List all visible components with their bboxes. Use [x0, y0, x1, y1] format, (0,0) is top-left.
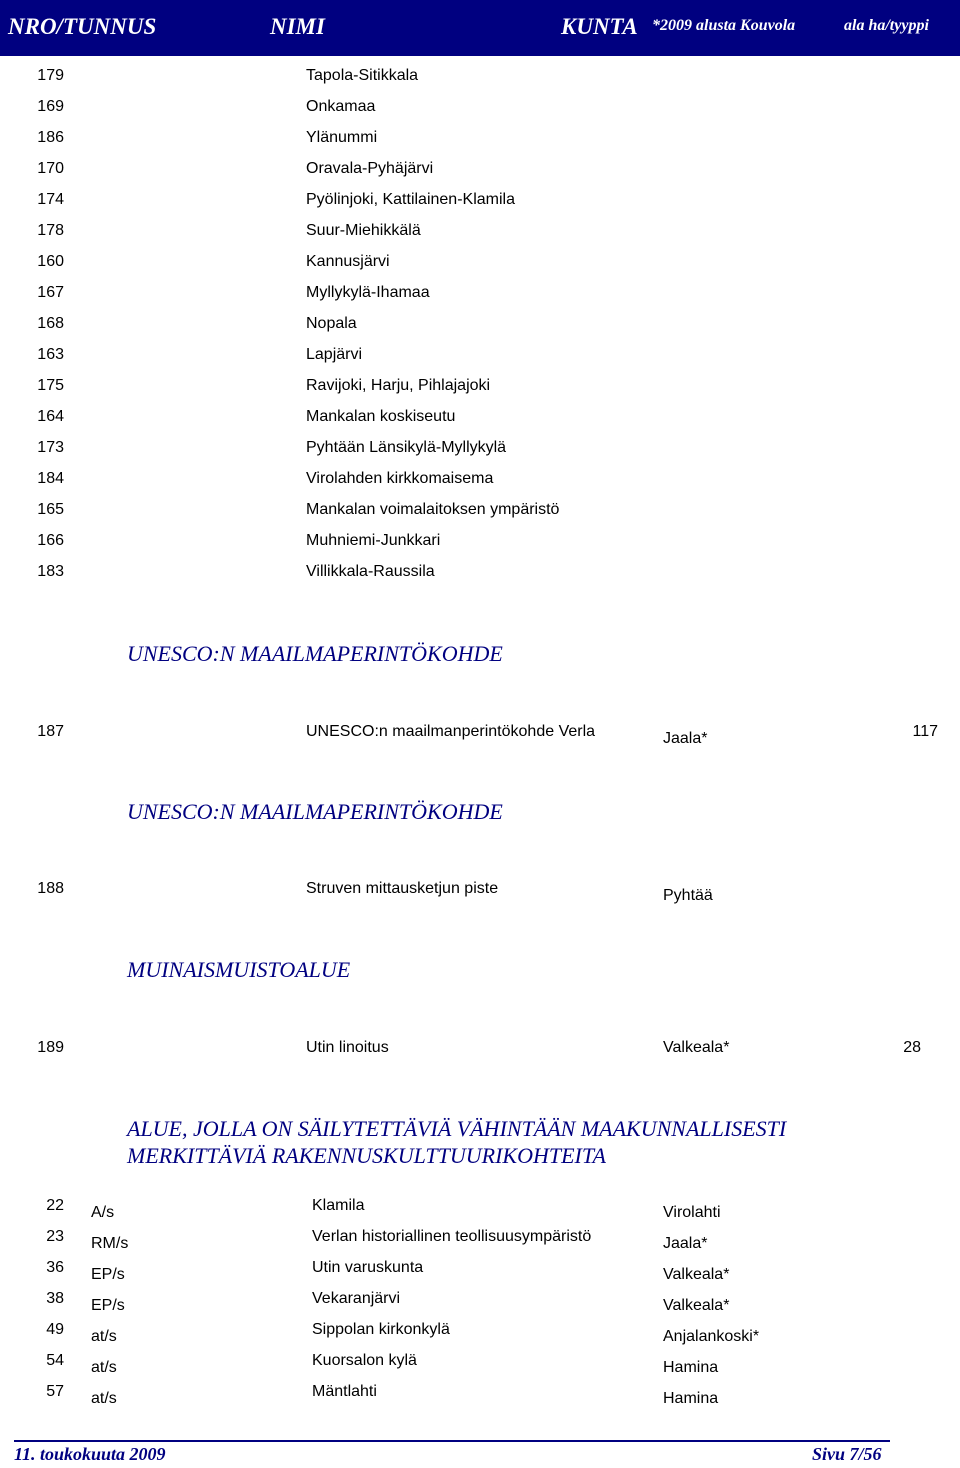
list-item — [0, 160, 960, 184]
item-nimi: Verlan historiallinen teollisuusympäristö — [312, 1228, 592, 1245]
item-nimi: UNESCO:n maailmanperintökohde Verla — [306, 723, 596, 740]
table-row — [0, 1383, 960, 1407]
item-nimi: Mankalan koskiseutu — [306, 408, 456, 425]
item-tyyppi: EP/s — [91, 1297, 125, 1314]
table-row — [0, 880, 960, 904]
list-item — [0, 470, 960, 494]
item-nro: 38 — [46, 1290, 64, 1307]
item-nro: 179 — [37, 67, 64, 84]
list-item — [0, 563, 960, 587]
item-nro: 170 — [37, 160, 64, 177]
item-nro: 184 — [37, 470, 64, 487]
item-nimi: Kannusjärvi — [306, 253, 390, 270]
table-row — [0, 1321, 960, 1345]
list-item — [0, 253, 960, 277]
item-ala: 28 — [903, 1039, 921, 1056]
item-nimi: Myllykylä-Ihamaa — [306, 284, 430, 301]
item-tyyppi: at/s — [91, 1328, 117, 1345]
item-nimi: Oravala-Pyhäjärvi — [306, 160, 434, 177]
item-nro: 168 — [37, 315, 64, 332]
item-nro: 187 — [37, 723, 64, 740]
header-kunta: KUNTA — [561, 14, 638, 39]
list-item — [0, 67, 960, 91]
list-item — [0, 408, 960, 432]
footer-page-number: Sivu 7/56 — [812, 1444, 882, 1464]
list-item — [0, 315, 960, 339]
item-nro: 173 — [37, 439, 64, 456]
list-item — [0, 501, 960, 525]
header-nimi: NIMI — [270, 14, 325, 39]
section-title-muinaismuistoalue: MUINAISMUISTOALUE — [127, 957, 351, 982]
item-nimi: Muhniemi-Junkkari — [306, 532, 441, 549]
item-kunta: Hamina — [663, 1390, 719, 1407]
table-row — [0, 1259, 960, 1283]
item-nimi: Klamila — [312, 1197, 365, 1214]
item-kunta: Valkeala* — [663, 1039, 730, 1056]
item-nimi: Sippolan kirkonkylä — [312, 1321, 450, 1338]
item-nro: 186 — [37, 129, 64, 146]
item-kunta: Valkeala* — [663, 1266, 730, 1283]
item-nro: 169 — [37, 98, 64, 115]
item-nimi: Tapola-Sitikkala — [306, 67, 419, 84]
item-nimi: Lapjärvi — [306, 346, 363, 363]
item-tyyppi: RM/s — [91, 1235, 129, 1252]
item-nimi: Mankalan voimalaitoksen ympäristö — [306, 501, 560, 518]
item-nro: 188 — [37, 880, 64, 897]
item-nro: 160 — [37, 253, 64, 270]
item-tyyppi: EP/s — [91, 1266, 125, 1283]
item-tyyppi: at/s — [91, 1390, 117, 1407]
item-nro: 183 — [37, 563, 64, 580]
item-nro: 164 — [37, 408, 64, 425]
item-nro: 166 — [37, 532, 64, 549]
item-nimi: Mäntlahti — [312, 1383, 377, 1400]
list-item — [0, 129, 960, 153]
footer-date: 11. toukokuuta 2009 — [14, 1444, 166, 1464]
table-row — [0, 1352, 960, 1376]
item-tyyppi: A/s — [91, 1204, 115, 1221]
header-kouvola-note: *2009 alusta Kouvola — [652, 17, 796, 34]
item-nimi: Onkamaa — [306, 98, 376, 115]
item-kunta: Pyhtää — [663, 887, 713, 904]
table-row — [0, 723, 960, 747]
list-item — [0, 222, 960, 246]
list-item — [0, 532, 960, 556]
item-nro: 178 — [37, 222, 64, 239]
item-nimi: Ravijoki, Harju, Pihlajajoki — [306, 377, 491, 394]
item-nro: 36 — [46, 1259, 64, 1276]
item-nimi: Pyhtään Länsikylä-Myllykylä — [306, 439, 507, 456]
section-title-unesco-1: UNESCO:N MAAILMAPERINTÖKOHDE — [127, 641, 503, 666]
item-nimi: Suur-Miehikkälä — [306, 222, 421, 239]
item-nimi: Ylänummi — [306, 129, 378, 146]
item-kunta: Anjalankoski* — [663, 1328, 760, 1345]
section-title-alue-line-2: MERKITTÄVIÄ RAKENNUSKULTTUURIKOHTEITA — [127, 1143, 606, 1168]
item-nro: 174 — [37, 191, 64, 208]
item-nimi: Struven mittausketjun piste — [306, 880, 499, 897]
list-item — [0, 98, 960, 122]
item-kunta: Jaala* — [663, 1235, 708, 1252]
item-kunta: Hamina — [663, 1359, 719, 1376]
table-row — [0, 1228, 960, 1252]
table-header-band — [0, 0, 960, 56]
item-nimi: Nopala — [306, 315, 357, 332]
list-item — [0, 284, 960, 308]
item-nro: 49 — [46, 1321, 64, 1338]
item-nro: 54 — [46, 1352, 64, 1369]
item-kunta: Valkeala* — [663, 1297, 730, 1314]
section-title-alue-line-1: ALUE, JOLLA ON SÄILYTETTÄVIÄ VÄHINTÄÄN MAAKUNNALLISESTI — [127, 1116, 787, 1141]
item-nimi: Utin varuskunta — [312, 1259, 424, 1276]
item-nro: 189 — [37, 1039, 64, 1056]
item-nro: 175 — [37, 377, 64, 394]
item-nimi: Pyölinjoki, Kattilainen-Klamila — [306, 191, 515, 208]
item-nimi: Vekaranjärvi — [312, 1290, 401, 1307]
item-nro: 165 — [37, 501, 64, 518]
list-item — [0, 191, 960, 215]
list-item — [0, 346, 960, 370]
table-row — [0, 1039, 960, 1063]
item-nro: 163 — [37, 346, 64, 363]
item-nro: 23 — [46, 1228, 64, 1245]
header-nro-tunnus: NRO/TUNNUS — [8, 14, 157, 39]
item-nimi: Utin linoitus — [306, 1039, 389, 1056]
table-row — [0, 1290, 960, 1314]
item-ala: 117 — [912, 723, 938, 740]
item-kunta: Virolahti — [663, 1204, 721, 1221]
section-title-unesco-2: UNESCO:N MAAILMAPERINTÖKOHDE — [127, 799, 503, 824]
item-tyyppi: at/s — [91, 1359, 117, 1376]
item-nimi: Villikkala-Raussila — [306, 563, 435, 580]
item-nro: 57 — [46, 1383, 64, 1400]
table-row — [0, 1197, 960, 1221]
page-footer — [0, 1436, 960, 1468]
header-ala-tyyppi: ala ha/tyyppi — [844, 17, 929, 34]
item-kunta: Jaala* — [663, 730, 708, 747]
item-nro: 22 — [46, 1197, 64, 1214]
footer-rule — [14, 1440, 890, 1442]
list-item — [0, 439, 960, 463]
item-nimi: Kuorsalon kylä — [312, 1352, 417, 1369]
item-nimi: Virolahden kirkkomaisema — [306, 470, 494, 487]
item-nro: 167 — [37, 284, 64, 301]
list-item — [0, 377, 960, 401]
